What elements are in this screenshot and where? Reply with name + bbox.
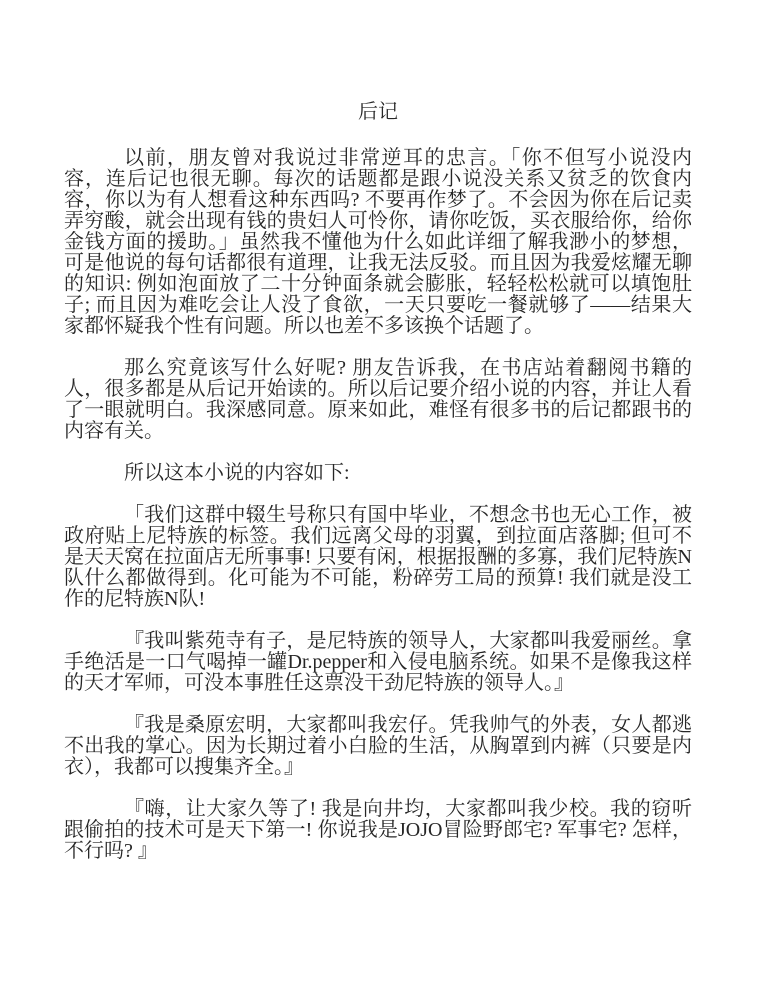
paragraph-2: 那么究竟该写什么好呢? 朋友告诉我，在书店站着翻阅书籍的人，很多都是从后记开始读的。所以后记要介绍小说的内容，并让人看了一眼就明白。我深感同意。原来如此，难怪有很多书的后记都跟书的内容有关。: [64, 357, 692, 442]
paragraph-7: 『嗨，让大家久等了! 我是向井均，大家都叫我少校。我的窃听跟偷拍的技术可是天下第一! 你说我是JOJO冒险野郎宅? 军事宅? 怎样，不行吗? 』: [64, 798, 692, 862]
paragraph-5: 『我叫紫苑寺有子，是尼特族的领导人，大家都叫我爱丽丝。拿手绝活是一口气喝掉一罐Dr.pepper和入侵电脑系统。如果不是像我这样的天才军师，可没本事胜任这票没干劲尼特族的领导人。』: [64, 630, 692, 694]
paragraph-4: 「我们这群中辍生号称只有国中毕业，不想念书也无心工作，被政府贴上尼特族的标签。我们远离父母的羽翼，到拉面店落脚; 但可不是天天窝在拉面店无所事事! 只要有闲，根据报酬的多寡，我们尼特族N队什么都做得到。化可能为不可能，粉碎劳工局的预算! 我们就是没工作的尼特族N队!: [64, 504, 692, 610]
page-title: 后记: [358, 101, 398, 123]
paragraph-1: 以前，朋友曾对我说过非常逆耳的忠言。「你不但写小说没内容，连后记也很无聊。每次的话题都是跟小说没关系又贫乏的饮食内容，你以为有人想看这种东西吗? 不要再作梦了。不会因为你在后记卖弄穷酸，就会出现有钱的贵妇人可怜你，请你吃饭，买衣服给你，给你金钱方面的援助。」虽然我不懂他为什么如此详细了解我渺小的梦想，可是他说的每句话都很有道理，让我无法反驳。而且因为我爱炫耀无聊的知识: 例如泡面放了二十分钟面条就会膨胀，轻轻松松就可以填饱肚子; 而且因为难吃会让人没了食欲，一天只要吃一餐就够了——结果大家都怀疑我个性有问题。所以也差不多该换个话题了。: [64, 147, 692, 337]
page-content: [64, 102, 692, 862]
paragraph-3: 所以这本小说的内容如下:: [124, 462, 350, 484]
paragraph-6: 『我是桑原宏明，大家都叫我宏仔。凭我帅气的外表，女人都逃不出我的掌心。因为长期过着小白脸的生活，从胸罩到内裤（只要是内衣），我都可以搜集齐全。』: [64, 714, 692, 778]
